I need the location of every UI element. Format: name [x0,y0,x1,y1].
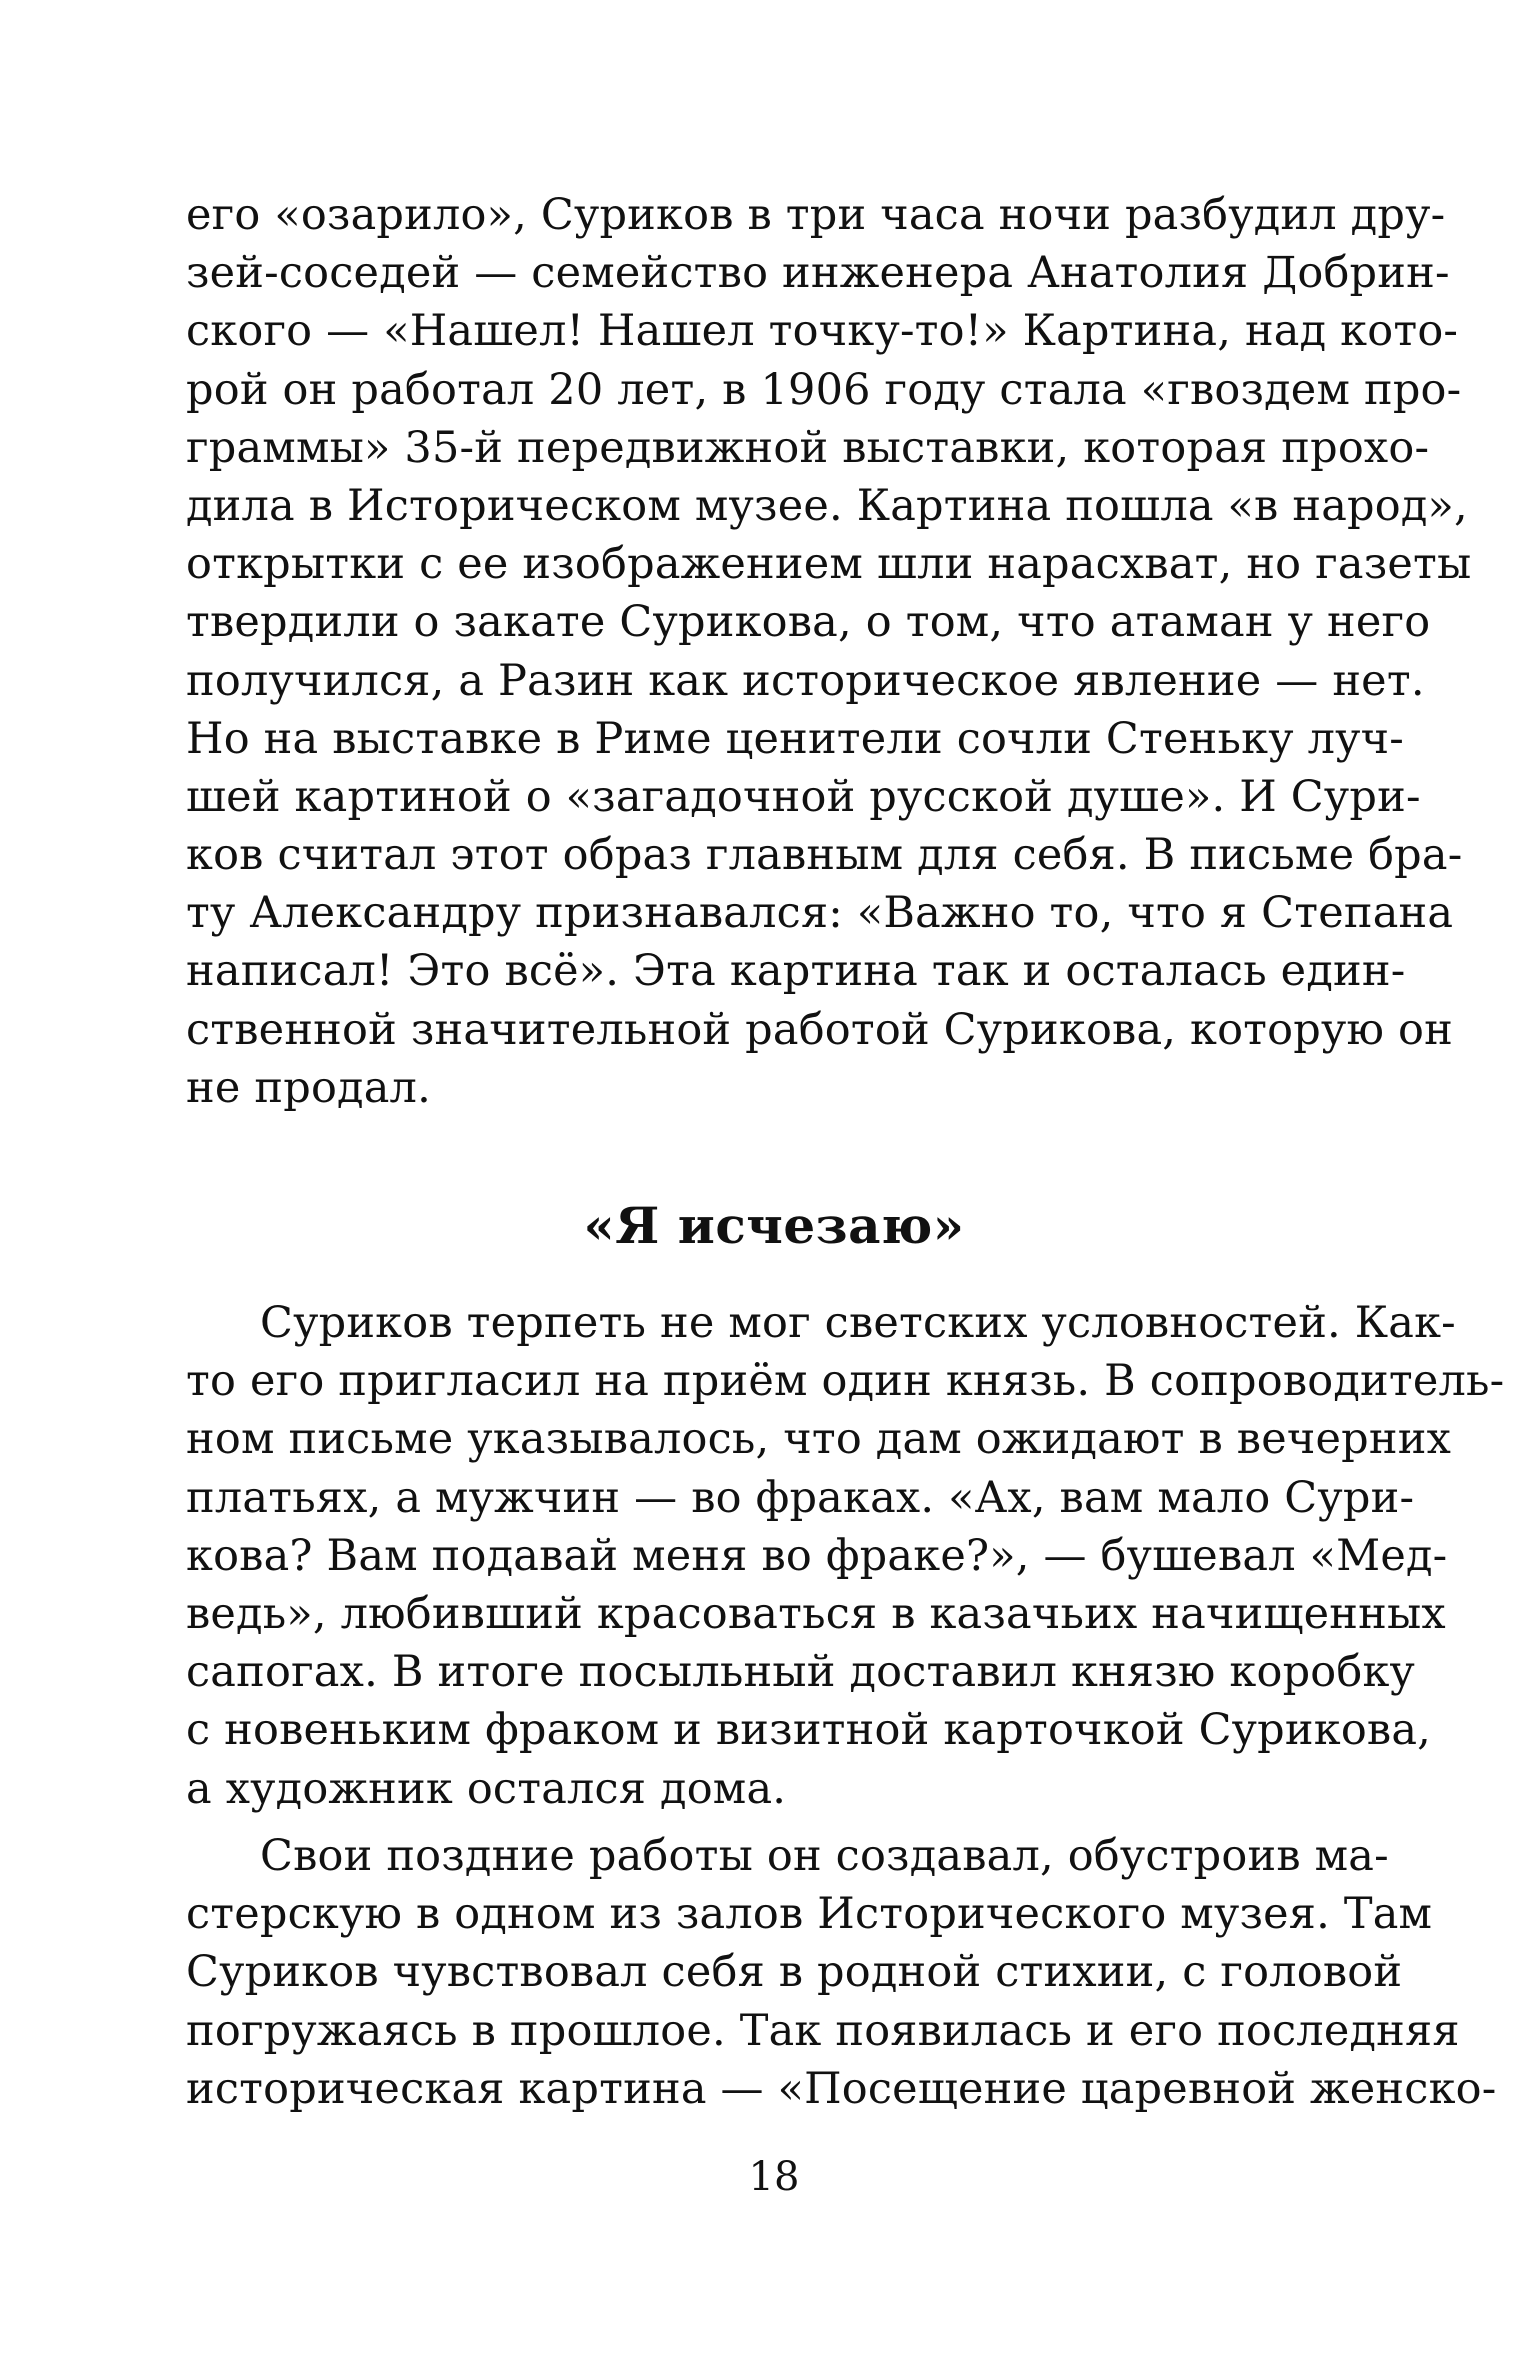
text-line: историческая картина — «Посещение царевной женско- [186,2063,1497,2114]
text-line: то его пригласил на приём один князь. В сопроводитель- [186,1356,1505,1407]
text-line: стерскую в одном из залов Исторического музея. Там [186,1889,1433,1940]
text-line: ту Александру признавался: «Важно то, что я Степана [186,888,1454,939]
text-line: твердили о закате Сурикова, о том, что атаман у него [186,597,1431,648]
text-line: с новеньким фраком и визитной карточкой Сурикова, [186,1705,1432,1756]
text-line: кова? Вам подавай меня во фраке?», — бушевал «Мед- [186,1530,1448,1581]
text-line: зей-соседей — семейство инженера Анатолия Добрин- [186,248,1450,299]
paragraph-3 [186,1827,1497,2118]
text-line: ственной значительной работой Сурикова, которую он [186,1004,1453,1055]
text-line: ского — «Нашел! Нашел точку-то!» Картина, над кото- [186,306,1459,357]
text-line: ков считал этот образ главным для себя. В письме бра- [186,830,1463,881]
text-line: шей картиной о «загадочной русской душе». И Сури- [186,771,1421,822]
paragraph-2 [186,1294,1505,1818]
text-line: Но на выставке в Риме ценители сочли Стеньку луч- [186,713,1404,764]
text-line: его «озарило», Суриков в три часа ночи разбудил дру- [186,190,1446,240]
text-line: погружаясь в прошлое. Так появилась и его последняя [186,2005,1460,2056]
page-number: 18 [748,2154,800,2200]
section-heading: «Я исчезаю» [583,1196,965,1255]
text-line: ведь», любивший красоваться в казачьих начищенных [186,1588,1446,1639]
text-line: дила в Историческом музее. Картина пошла «в народ», [186,480,1468,531]
text-line: граммы» 35-й передвижной выставки, которая прохо- [186,422,1430,473]
text-line: открытки с ее изображением шли нарасхват, но газеты [186,539,1472,590]
text-line: рой он работал 20 лет, в 1906 году стала «гвоздем про- [186,364,1462,415]
text-line: написал! Это всё». Эта картина так и осталась един- [186,946,1406,997]
text-line: Суриков чувствовал себя в родной стихии, с головой [186,1947,1403,1998]
text-line: а художник остался дома. [186,1763,787,1814]
text-line: платьях, а мужчин — во фраках. «Ах, вам мало Сури- [186,1472,1415,1523]
paragraph-1 [186,186,1472,1117]
text-line: Суриков терпеть не мог светских условностей. Как- [260,1298,1456,1348]
text-line: получился, а Разин как историческое явление — нет. [186,655,1425,706]
text-line: Свои поздние работы он создавал, обустроив ма- [260,1831,1389,1881]
text-line: ном письме указывалось, что дам ожидают в вечерних [186,1414,1452,1465]
text-line: сапогах. В итоге посыльный доставил князю коробку [186,1647,1416,1698]
text-line: не продал. [186,1062,431,1113]
